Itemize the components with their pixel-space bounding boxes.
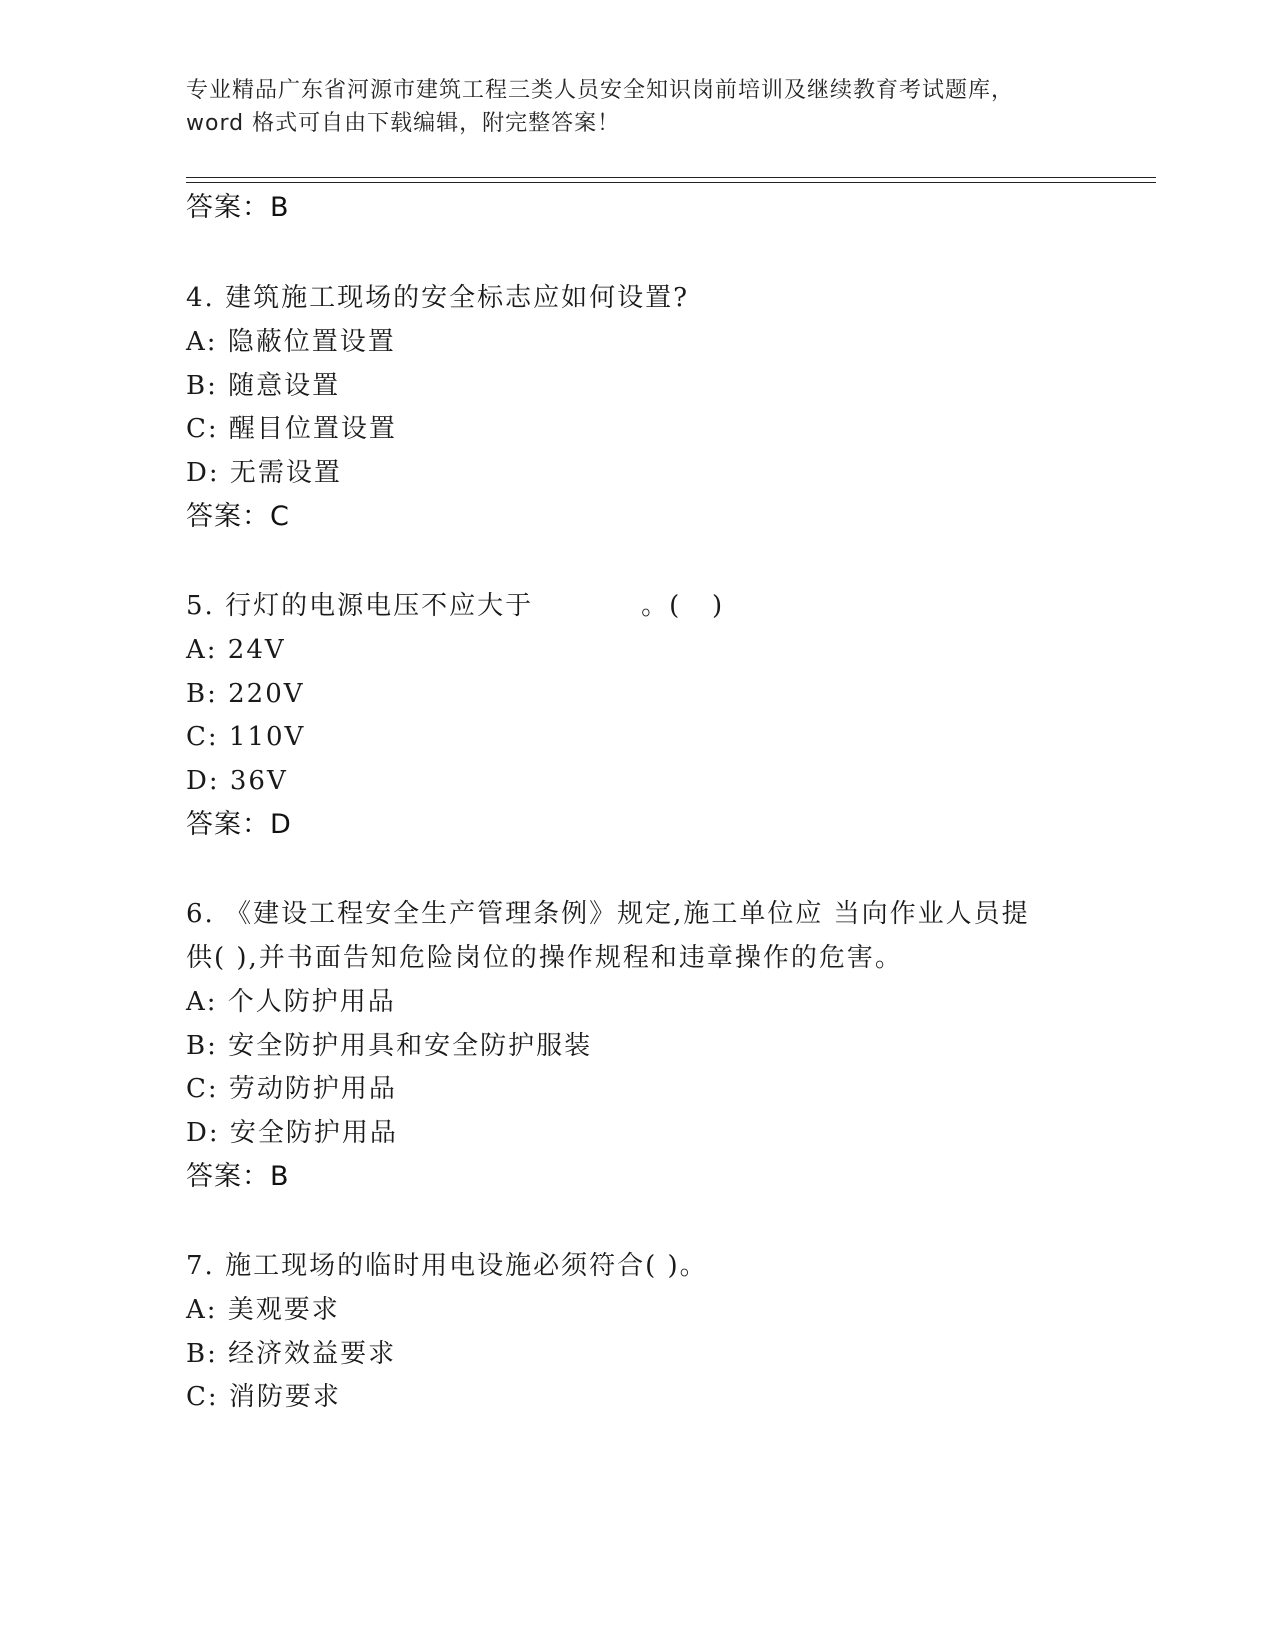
question-5-stem-paren: 。( ) [641,591,725,621]
question-7-option-b: B: 经济效益要求 [186,1339,397,1369]
question-7-stem: 7. 施工现场的临时用电设施必须符合( )。 [186,1251,708,1281]
header-line-2: word 格式可自由下载编辑，附完整答案！ [186,111,621,136]
header-divider-bottom [186,182,1156,183]
question-4-option-a: A: 隐蔽位置设置 [186,327,396,357]
question-6-stem-line-2: 供( ),并书面告知危险岗位的操作规程和违章操作的危害。 [186,943,903,973]
question-5-option-a: A: 24V [186,635,286,665]
question-6-option-d: D: 安全防护用品 [186,1118,398,1148]
answer-q5: 答案：D [186,809,292,840]
question-5-option-b: B: 220V [186,679,305,709]
answer-q6: 答案：B [186,1161,290,1192]
question-6-option-a: A: 个人防护用品 [186,987,396,1017]
question-4-option-c: C: 醒目位置设置 [186,414,397,444]
question-7-option-a: A: 美观要求 [186,1295,340,1325]
header-line-1: 专业精品广东省河源市建筑工程三类人员安全知识岗前培训及继续教育考试题库， [186,78,1015,103]
answer-q4: 答案：C [186,501,290,532]
answer-q3: 答案：B [186,192,290,223]
question-6-option-c: C: 劳动防护用品 [186,1074,397,1104]
question-5-stem [186,591,724,621]
question-4-stem: 4. 建筑施工现场的安全标志应如何设置? [186,283,690,313]
question-6-stem-line-1: 6. 《建设工程安全生产管理条例》规定,施工单位应 当向作业人员提 [186,899,1030,929]
question-4-option-d: D: 无需设置 [186,458,342,488]
question-5-option-d: D: 36V [186,766,288,796]
question-5-option-c: C: 110V [186,722,306,752]
question-4-option-b: B: 随意设置 [186,371,341,401]
question-6-option-b: B: 安全防护用具和安全防护服装 [186,1031,593,1061]
question-5-stem-text: 5. 行灯的电源电压不应大于 [186,591,534,621]
header-divider-top [186,177,1156,178]
document-header [186,74,1086,140]
question-7-option-c: C: 消防要求 [186,1382,341,1412]
